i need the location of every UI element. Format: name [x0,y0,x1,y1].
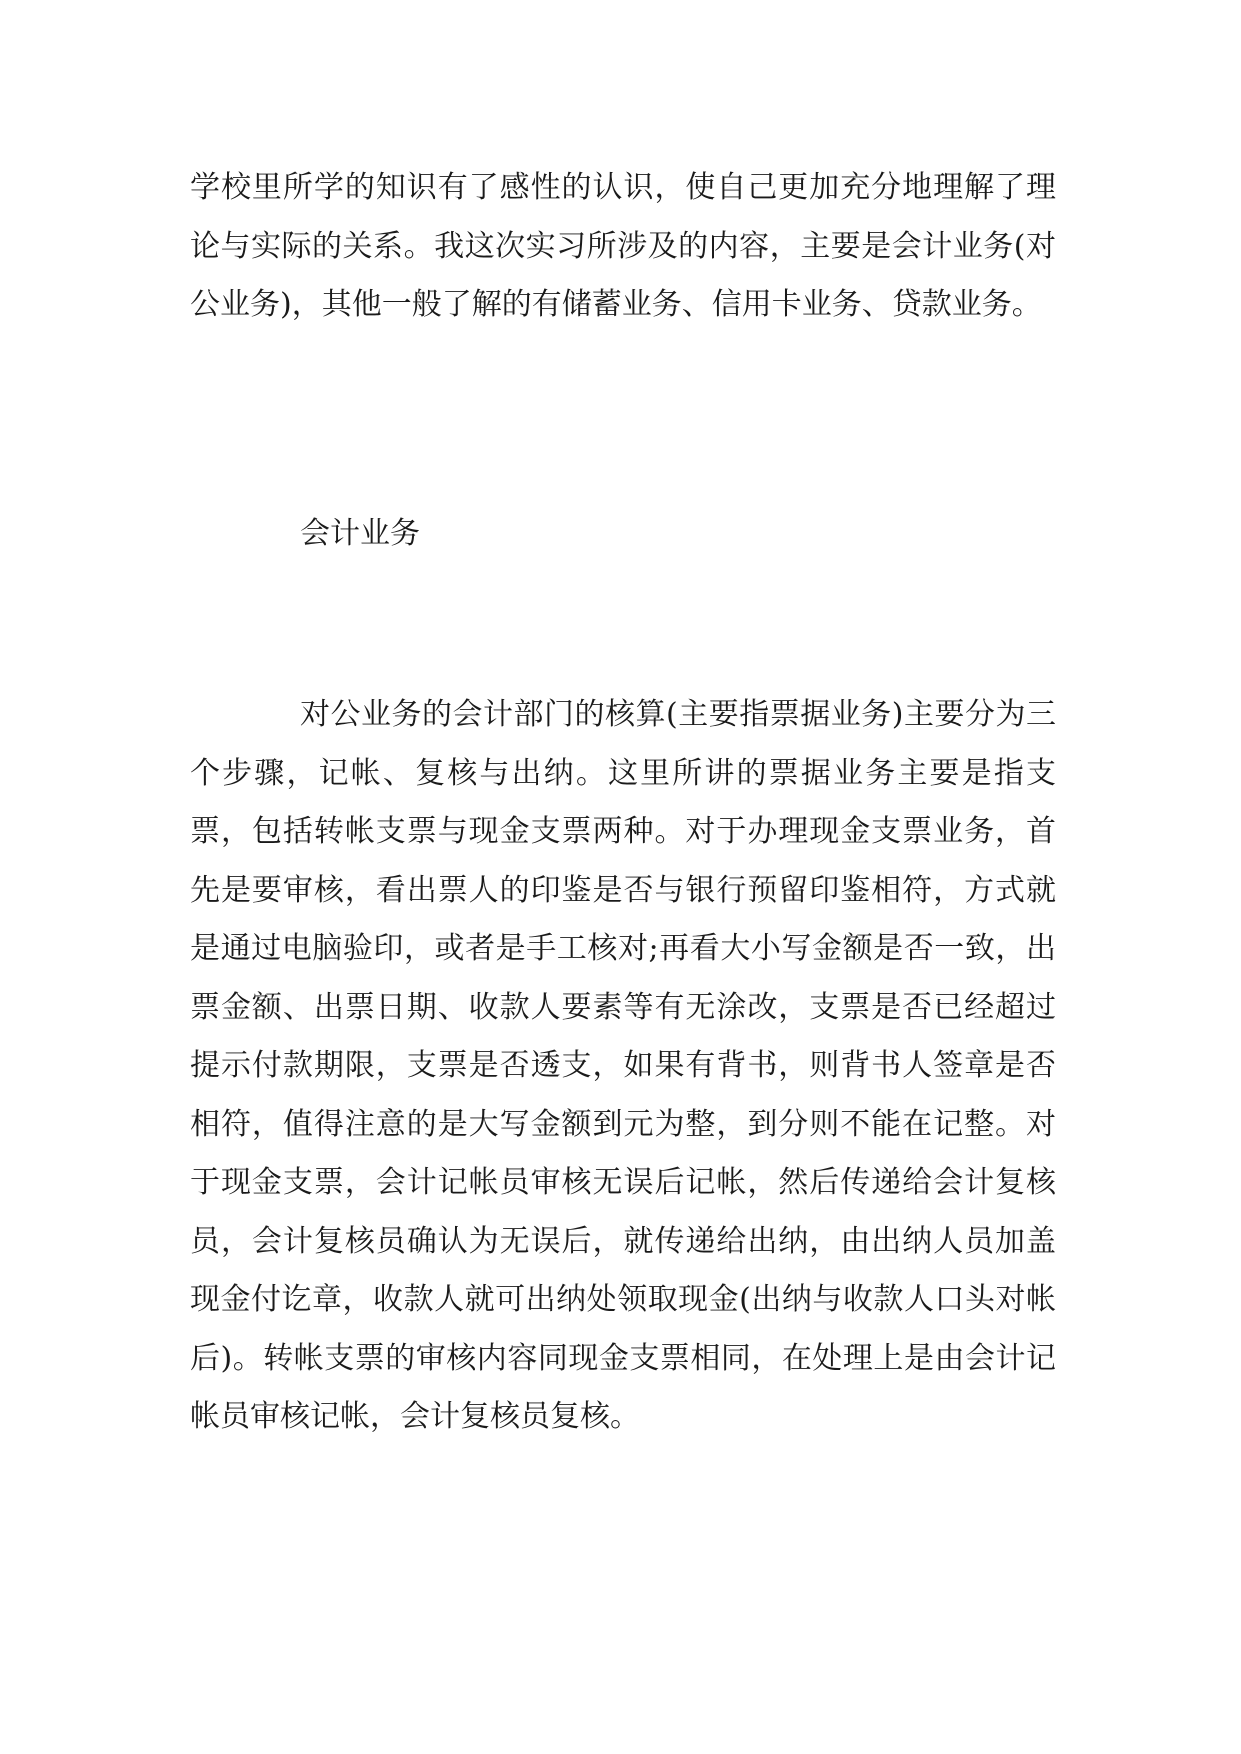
section-heading: 会计业务 [300,516,420,551]
body-paragraph-2: 对公业务的会计部门的核算(主要指票据业务)主要分为三个步骤，记帐、复核与出纳。这里所讲的票据业务主要是指支票，包括转帐支票与现金支票两种。对于办理现金支票业务，首先是要审核，看出票人的印鉴是否与银行预留印鉴相符，方式就是通过电脑验印，或者是手工核对;再看大小写金额是否一致，出票金额、出票日期、收款人要素等有无涂改，支票是否已经超过提示付款期限，支票是否透支，如果有背书，则背书人签章是否相符，值得注意的是大写金额到元为整，到分则不能在记整。对于现金支票，会计记帐员审核无误后记帐，然后传递给会计复核员，会计复核员确认为无误后，就传递给出纳，由出纳人员加盖现金付讫章，收款人就可出纳处领取现金(出纳与收款人口头对帐后)。转帐支票的审核内容同现金支票相同，在处理上是由会计记帐员审核记帐，会计复核员复核。 [190,697,1056,1434]
body-paragraph-1: 学校里所学的知识有了感性的认识，使自己更加充分地理解了理论与实际的关系。我这次实习所涉及的内容，主要是会计业务(对公业务)，其他一般了解的有储蓄业务、信用卡业务、贷款业务。 [190,170,1056,322]
